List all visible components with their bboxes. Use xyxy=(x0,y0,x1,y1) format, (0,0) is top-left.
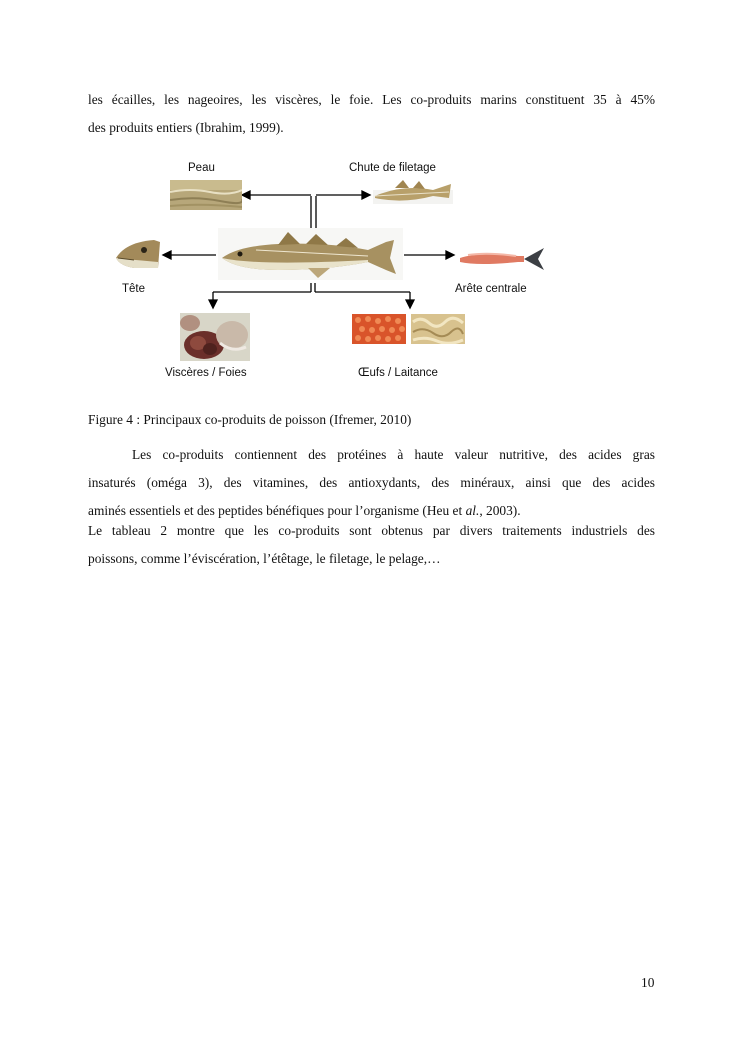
paragraph-table-reference xyxy=(88,517,655,573)
viscera-image xyxy=(180,313,250,361)
arrow-to-tete xyxy=(163,251,171,259)
text-line: insaturés (oméga 3), des vitamines, des antioxydants, des minéraux, ainsi que des acides xyxy=(88,475,655,490)
label-peau: Peau xyxy=(188,162,215,174)
figure-coproducts-diagram xyxy=(108,158,548,388)
skin-image xyxy=(170,180,242,210)
label-chute-de-filetage: Chute de filetage xyxy=(349,162,436,174)
text-italic: al. xyxy=(465,503,480,518)
arrow-to-chute xyxy=(362,191,370,199)
text-line: poissons, comme l’éviscération, l’étêtage, le filetage, le pelage,… xyxy=(88,551,441,566)
text-line: des produits entiers (Ibrahim, 1999). xyxy=(88,120,284,135)
text-line: Le tableau 2 montre que les co-produits sont obtenus par divers traitements industriels des xyxy=(88,523,655,538)
arrow-to-arete xyxy=(446,251,454,259)
whole-fish-image xyxy=(218,228,403,280)
label-oeufs-laitance: Œufs / Laitance xyxy=(358,367,438,379)
text-line xyxy=(88,441,655,469)
backbone-image xyxy=(458,246,546,272)
arrow-to-oeufs xyxy=(406,300,414,308)
text-segment: , 2003). xyxy=(479,503,521,518)
milt-image xyxy=(411,314,465,344)
paragraph-intro xyxy=(88,86,655,142)
paragraph-coproducts-nutrition xyxy=(88,441,655,525)
head-image xyxy=(114,236,162,272)
text-line-content: Les co-produits contiennent des protéines à haute valeur nutritive, des acides gras xyxy=(132,447,655,462)
roe-image xyxy=(352,314,406,344)
arrow-to-visceres xyxy=(209,300,217,308)
page-number: 10 xyxy=(641,975,655,990)
label-tete: Tête xyxy=(122,283,146,295)
fillet-trim-image xyxy=(373,176,453,208)
arrow-to-peau xyxy=(242,191,250,199)
figure-caption: Figure 4 : Principaux co-produits de poisson (Ifremer, 2010) xyxy=(88,412,412,427)
label-arete-centrale: Arête centrale xyxy=(455,283,527,295)
text-line: les écailles, les nageoires, les viscères, le foie. Les co-produits marins constituent 35 à 45% xyxy=(88,92,655,107)
text-segment: aminés essentiels et des peptides bénéfiques pour l’organisme (Heu et xyxy=(88,503,466,518)
label-visceres-foies: Viscères / Foies xyxy=(165,367,247,379)
